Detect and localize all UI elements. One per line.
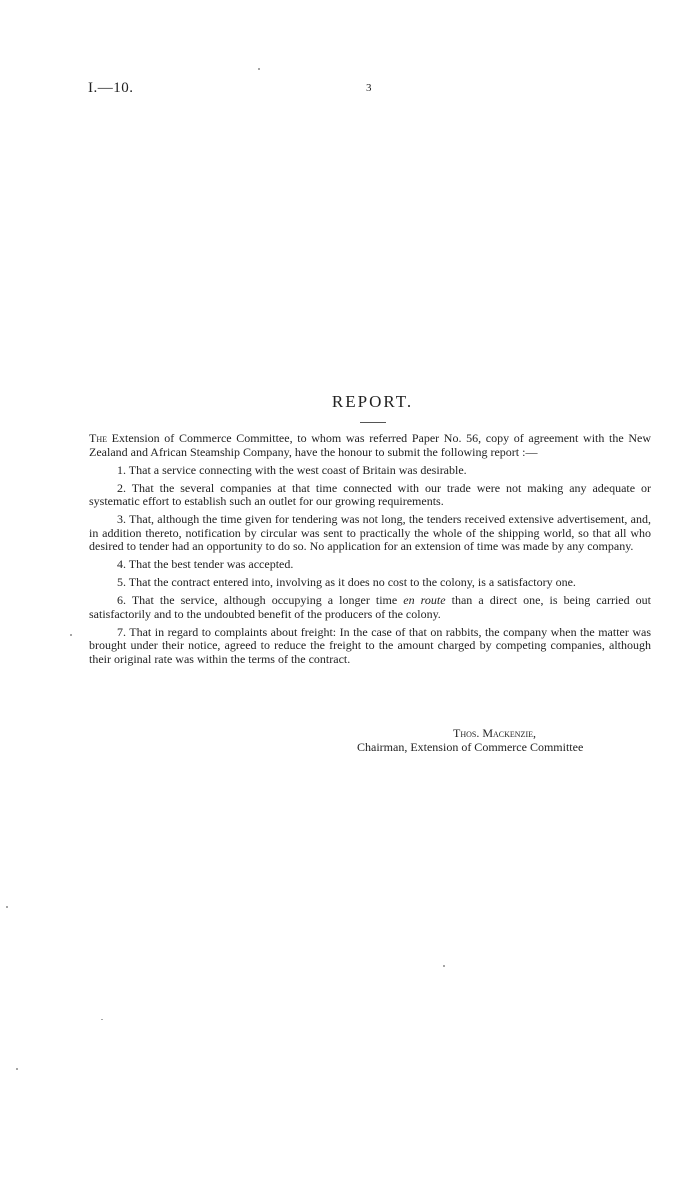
- intro-lead-word: The: [89, 431, 107, 445]
- title-divider: [360, 422, 386, 423]
- scan-speck: [101, 1019, 103, 1020]
- report-item-7: 7. That in regard to complaints about freight: In the case of that on rabbits, the company when the matter was brought under their notice, agreed to reduce the freight to the amount charged by competing companies, although their original rate was within the terms of the contract.: [89, 624, 651, 666]
- report-item-4: 4. That the best tender was accepted.: [117, 557, 294, 571]
- report-title: REPORT.: [331, 392, 414, 411]
- report-item-1: 1. That a service connecting with the west coast of Britain was desirable.: [117, 462, 467, 477]
- intro-paragraph: [89, 432, 651, 459]
- scan-speck: [70, 634, 72, 636]
- intro-text: Extension of Commerce Committee, to whom was referred Paper No. 56, copy of agreement with the New Zealand and African Steamship Company, have the honour to submit the following report :—: [89, 431, 651, 459]
- scan-speck: [258, 68, 260, 70]
- paper-reference: I.—10.: [88, 80, 134, 96]
- report-item-2: 2. That the several companies at that time connected with our trade were not making any adequate or systematic effort to establish such an outlet for our growing requirements.: [89, 480, 651, 508]
- report-item-6: [89, 594, 651, 621]
- item-6-text-end: than a direct one, is being carried out satisfactorily and to the undoubted benefit of the producers of the colony.: [89, 593, 652, 621]
- report-body: [89, 432, 651, 671]
- page-number: 3: [366, 82, 372, 94]
- report-item-5: 5. That the contract entered into, involving as it does no cost to the colony, is a satisfactory one.: [117, 575, 576, 589]
- item-6-text-start: 6. That the service, although occupying a longer time: [117, 593, 404, 607]
- signatory-name: Thos. Mackenzie,: [453, 726, 536, 740]
- scan-speck: [6, 906, 8, 908]
- signatory-title: Chairman, Extension of Commerce Committee: [357, 740, 584, 754]
- report-item-3: 3. That, although the time given for tendering was not long, the tenders received extensive advertisement, and, in addition thereto, notification by circular was sent to practically the whole of the shipping world, so that all who desired to tender had an opportunity to do so. No application for an extension of time was made by any company.: [89, 512, 651, 553]
- scan-speck: [16, 1068, 18, 1070]
- item-6-italic-phrase: en route: [403, 593, 446, 607]
- scan-speck: [443, 965, 445, 967]
